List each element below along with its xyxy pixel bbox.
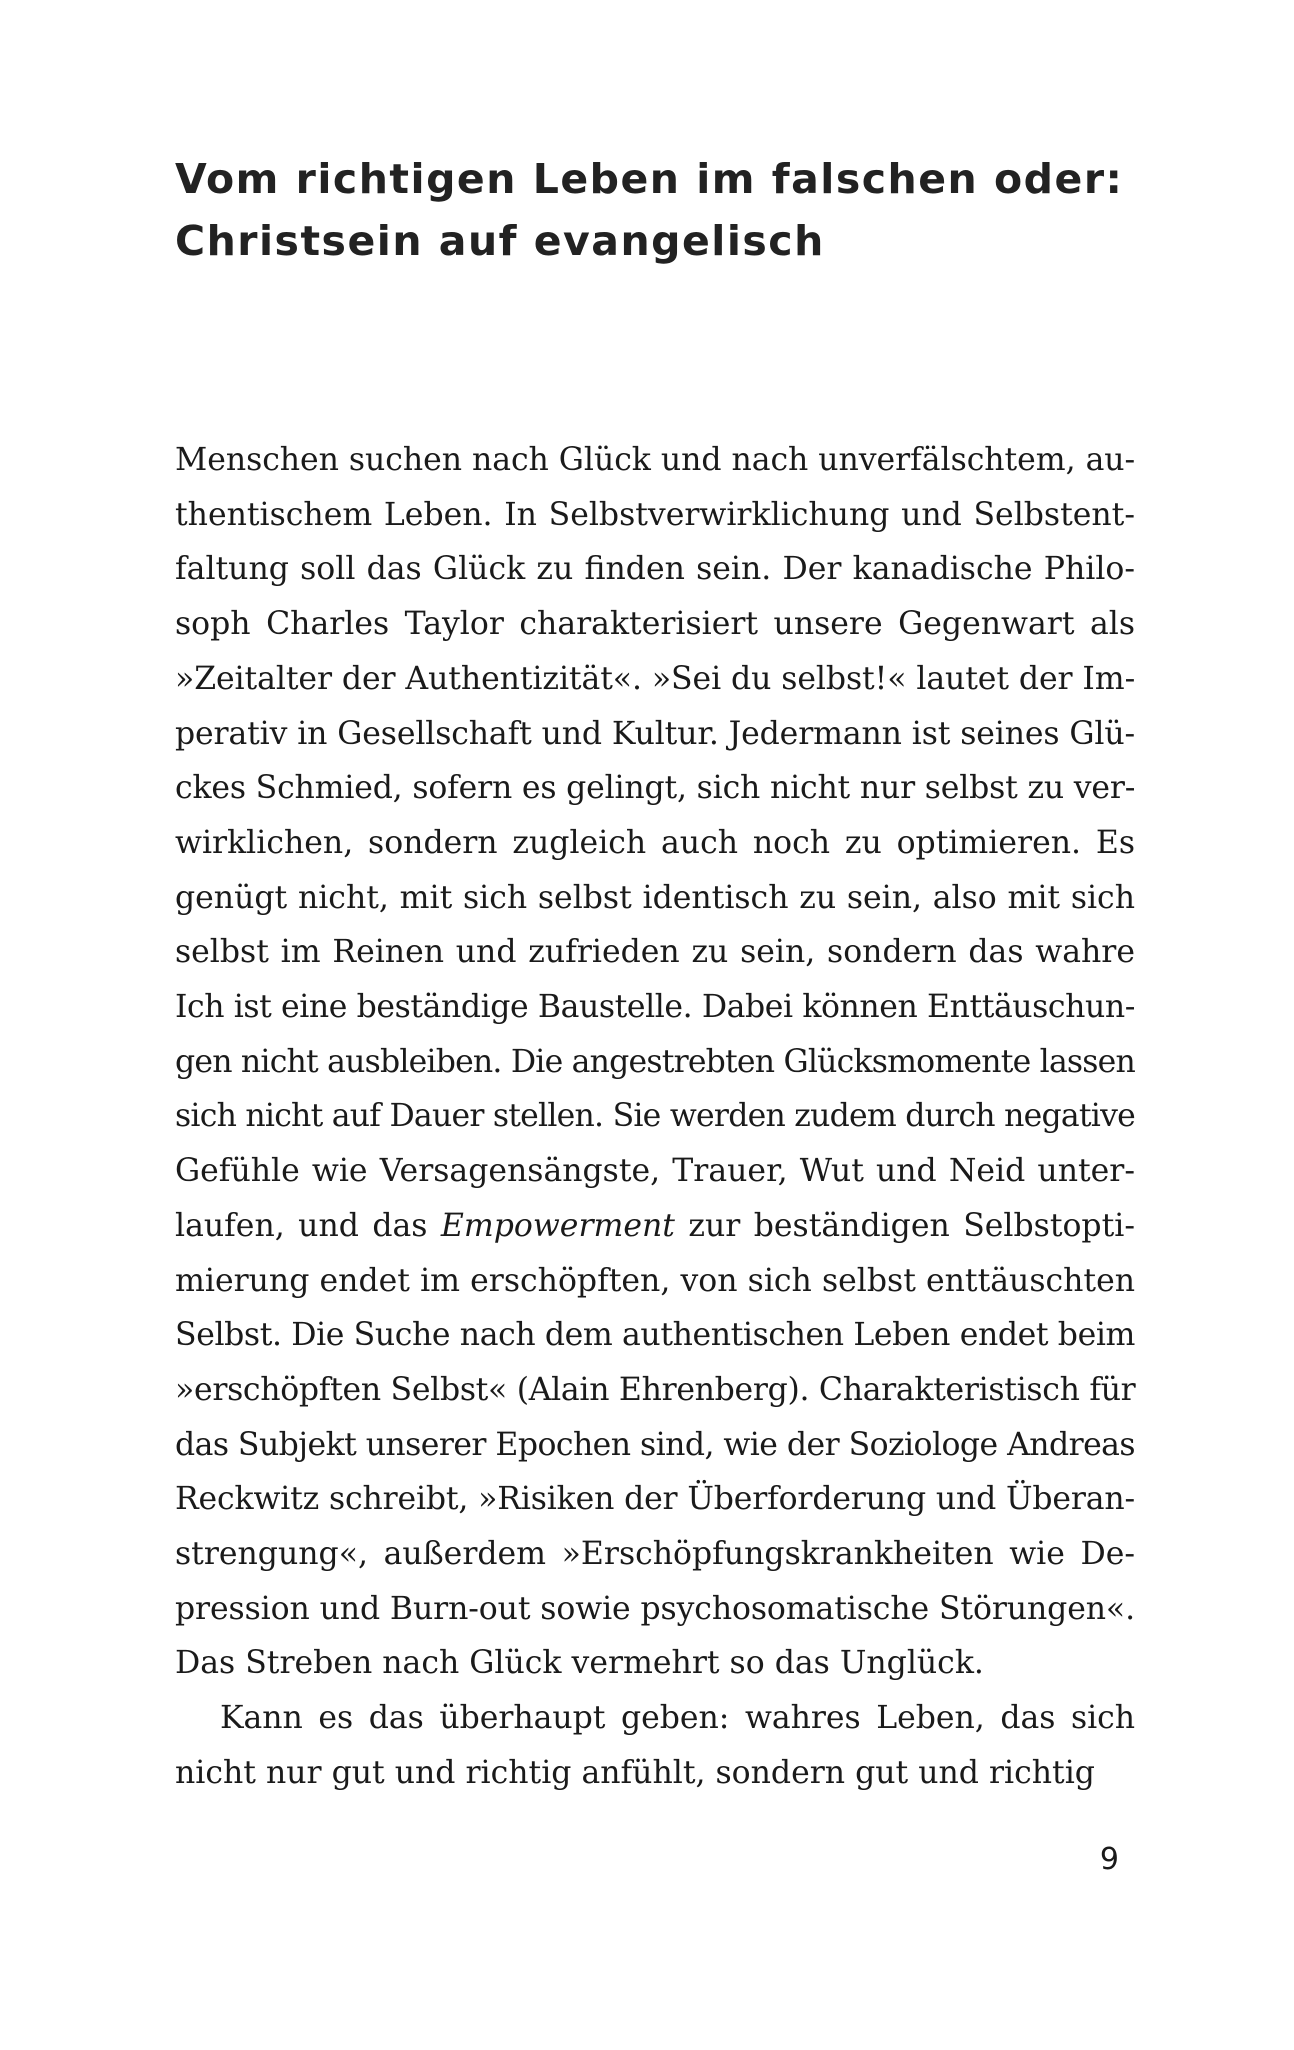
text-line: sich nicht auf Dauer stellen. Sie werden zudem durch negative <box>175 1098 1135 1135</box>
text-segment: zur beständigen Selbstopti- <box>674 1207 1135 1244</box>
text-line <box>175 1199 1135 1254</box>
text-line: Kann es das überhaupt geben: wahres Leben, das sich <box>220 1700 1135 1737</box>
text-line: soph Charles Taylor charakterisiert unsere Gegenwart als <box>175 606 1135 643</box>
text-segment: laufen, und das <box>175 1207 441 1244</box>
text-line: »Zeitalter der Authentizität«. »Sei du selbst!« lautet der Im- <box>175 660 1136 697</box>
text-line: Gefühle wie Versagensängste, Trauer, Wut und Neid unter- <box>175 1153 1135 1190</box>
text-line: »erschöpften Selbst« (Alain Ehrenberg). Charakteristisch für <box>175 1371 1136 1408</box>
text-line: Menschen suchen nach Glück und nach unverfälschtem, au- <box>175 442 1136 478</box>
text-line: faltung soll das Glück zu finden sein. Der kanadische Philo- <box>175 551 1135 588</box>
text-line: pression und Burn-out sowie psychosomatische Störungen«. <box>175 1590 1135 1627</box>
text-line: selbst im Reinen und zufrieden zu sein, sondern das wahre <box>175 934 1135 971</box>
text-line: gen nicht ausbleiben. Die angestrebten Glücksmomente lassen <box>175 1043 1136 1080</box>
page-number: 9 <box>1099 1842 1119 1877</box>
chapter-title-line-2: Christsein auf evangelisch <box>175 217 825 265</box>
text-line: wirklichen, sondern zugleich auch noch zu optimieren. Es <box>175 824 1135 861</box>
text-line: thentischem Leben. In Selbstverwirklichung und Selbstent- <box>175 496 1135 533</box>
text-line: das Subjekt unserer Epochen sind, wie der Soziologe Andreas <box>175 1426 1135 1463</box>
paragraph <box>175 433 1135 1691</box>
text-line: Das Streben nach Glück vermehrt so das Unglück. <box>175 1645 984 1682</box>
text-line: genügt nicht, mit sich selbst identisch zu sein, also mit sich <box>175 879 1135 916</box>
chapter-title <box>175 148 1135 272</box>
body-text <box>175 433 1135 1801</box>
text-line: mierung endet im erschöpften, von sich selbst enttäuschten <box>175 1262 1135 1299</box>
chapter-title-line-1: Vom richtigen Leben im falschen oder: <box>175 155 1124 203</box>
emphasized-text: Empowerment <box>440 1207 675 1244</box>
text-line: strengung«, außerdem »Erschöpfungskrankheiten wie De- <box>175 1536 1135 1573</box>
text-line: Ich ist eine beständige Baustelle. Dabei können Enttäuschun- <box>175 989 1135 1026</box>
paragraph <box>175 1691 1135 1800</box>
text-line: Selbst. Die Suche nach dem authentischen Leben endet beim <box>175 1317 1135 1354</box>
text-line: perativ in Gesellschaft und Kultur. Jedermann ist seines Glü- <box>175 715 1135 752</box>
text-line: Reckwitz schreibt, »Risiken der Überforderung und Überan- <box>175 1481 1135 1518</box>
text-line: ckes Schmied, sofern es gelingt, sich nicht nur selbst zu ver- <box>175 770 1136 807</box>
text-line: nicht nur gut und richtig anfühlt, sondern gut und richtig <box>175 1754 1095 1791</box>
